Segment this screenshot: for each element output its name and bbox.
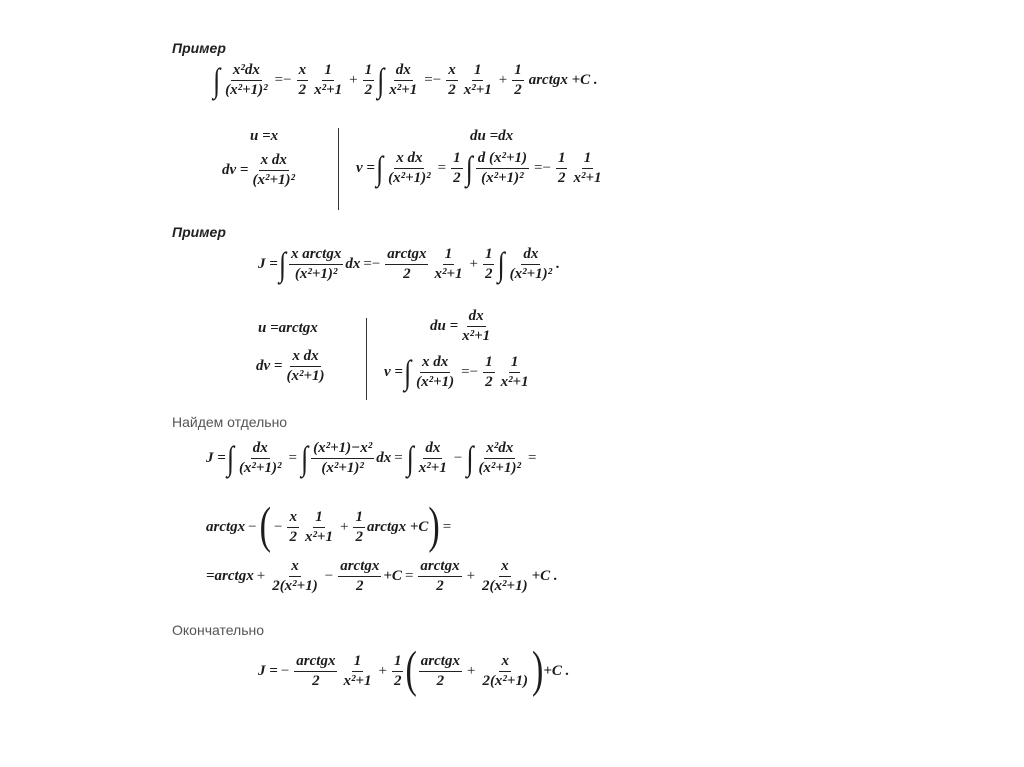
- fraction: $\frac{1}{\text{x²+1}}$: [573, 150, 602, 186]
- sub2-dv: dv = $\frac{\text{x dx}}{\text{(x²+1)}}$: [256, 348, 325, 384]
- fraction: $\frac{1}{2}$: [355, 508, 363, 545]
- sub2-u: u =arctgx: [258, 320, 318, 336]
- fraction: $\frac{1}{\text{x²+1}}$: [304, 508, 333, 545]
- divider-line: [338, 128, 339, 210]
- fraction: $\frac{\text{arctgx}}{2}$: [420, 652, 460, 689]
- fraction: $\frac{x}{\text{2(x²+1)}}$: [482, 652, 528, 689]
- equation-6: J = − $\frac{\text{arctgx}}{2}$ $\frac{1}{\text{x²+1}}$ + $\frac{1}{2}$ ( $\frac{\text{arctgx}}{2}$ + $\frac{x}{\text{2(x²+1)}}$ ) +C .: [258, 642, 570, 698]
- fraction: $\frac{1}{2}$: [453, 150, 461, 186]
- fraction: $\frac{x}{\text{2(x²+1)}}$: [272, 558, 318, 594]
- fraction: $\frac{\text{(x²+1)−x²}}{\text{(x²+1)²}}$: [313, 440, 373, 476]
- sub1-du: du =dx: [470, 128, 514, 144]
- fraction: $\frac{\text{arctgx}}{2}$: [340, 558, 380, 594]
- fraction: $\frac{\text{x dx}}{\text{(x²+1)²}}$: [252, 152, 296, 188]
- fraction: $\frac{dx}{\text{(x²+1)²}}$: [238, 440, 282, 476]
- fraction: $\frac{1}{2}$: [364, 62, 373, 98]
- fraction: $\frac{x}{2}$: [448, 62, 456, 98]
- divider-line: [366, 318, 367, 400]
- fraction: $\frac{1}{\text{x²+1}}$: [500, 354, 529, 390]
- fraction: $\frac{1}{\text{x²+1}}$: [314, 62, 343, 98]
- equation-tail: arctgx +C .: [528, 72, 598, 88]
- sub2-du: du = $\frac{dx}{\text{x²+1}}$: [430, 308, 491, 344]
- fraction: $\frac{\text{d (x²+1)}}{\text{(x²+1)²}}$: [477, 150, 528, 186]
- integral-sign: ∫: [213, 61, 221, 99]
- fraction: $\frac{1}{\text{x²+1}}$: [463, 62, 492, 98]
- equation-5: =arctgx + $\frac{x}{\text{2(x²+1)}}$ − $\frac{\text{arctgx}}{2}$ +C = $\frac{\text{arctgx}}{2}$ + $\frac{x}{\text{2(x²+1)}}$ +C .: [206, 558, 558, 594]
- fraction: $\frac{1}{2}$: [484, 246, 493, 282]
- fraction: $\frac{x}{\text{2(x²+1)}}$: [482, 558, 528, 594]
- example-heading-2: Пример: [172, 224, 226, 240]
- equation-2: J = ∫ $\frac{\text{x arctgx}}{\text{(x²+1)²}}$ dx =− $\frac{\text{arctgx}}{2}$ $\frac{1}{\text{x²+1}}$ + $\frac{1}{2}$ ∫ $\frac{dx}{\text{(x²+1)²}}$ .: [258, 245, 560, 283]
- fraction: $\frac{x}{2}$: [298, 62, 307, 98]
- fraction: $\frac{1}{2}$: [485, 354, 493, 390]
- fraction: $\frac{1}{2}$: [557, 150, 566, 186]
- sub1-u: u =x: [250, 128, 279, 144]
- fraction: $\frac{dx}{\text{x²+1}}$: [418, 440, 447, 476]
- fraction: $\frac{\text{x arctgx}}{\text{(x²+1)²}}$: [290, 246, 342, 282]
- fraction: $\frac{dx}{\text{x²+1}}$: [389, 62, 418, 98]
- fraction: $\frac{\text{arctgx}}{2}$: [420, 558, 460, 594]
- fraction: $\frac{1}{2}$: [514, 62, 522, 98]
- find-separately-heading: Найдем отдельно: [172, 414, 288, 430]
- sub1-v: v = ∫ $\frac{\text{x dx}}{\text{(x²+1)²}}$ = $\frac{1}{2}$ ∫ $\frac{\text{d (x²+1)}}{\text{(x²+1)²}}$ =− $\frac{1}{2}$ $\frac{1}{\text{x²+1}}$: [356, 149, 602, 187]
- integral-sign: ∫: [377, 61, 385, 99]
- fraction: $\frac{\text{x dx}}{\text{(x²+1)}}$: [286, 348, 325, 384]
- fraction: $\frac{\text{arctgx}}{2}$: [296, 652, 336, 689]
- fraction: $\frac{1}{\text{x²+1}}$: [343, 652, 372, 689]
- fraction: $\frac{\text{x²dx}}{\text{(x²+1)²}}$: [225, 62, 268, 98]
- sub1-dv: dv = $\frac{\text{x dx}}{\text{(x²+1)²}}$: [222, 152, 296, 188]
- fraction: $\frac{1}{2}$: [393, 652, 402, 689]
- fraction: $\frac{\text{arctgx}}{2}$: [387, 246, 427, 282]
- fraction: $\frac{1}{\text{x²+1}}$: [434, 246, 463, 282]
- equation-4: arctgx − ( − $\frac{x}{2}$ $\frac{1}{\text{x²+1}}$ + $\frac{1}{2}$ arctgx +C ) =: [206, 498, 452, 554]
- finally-heading: Окончательно: [172, 622, 265, 638]
- fraction: $\frac{dx}{\text{(x²+1)²}}$: [509, 246, 553, 282]
- fraction: $\frac{\text{x²dx}}{\text{(x²+1)²}}$: [478, 440, 521, 476]
- equation-1: ∫ $\frac{\text{x²dx}}{\text{(x²+1)²}}$ =− $\frac{x}{2}$ $\frac{1}{\text{x²+1}}$ + $\frac{1}{2}$ ∫ $\frac{dx}{\text{x²+1}}$ =− $\frac{x}{2}$ $\frac{1}{\text{x²+1}}$ + $\frac{1}{2}$ arctgx +C .: [213, 61, 598, 99]
- equation-3: J = ∫ $\frac{dx}{\text{(x²+1)²}}$ = ∫ $\frac{\text{(x²+1)−x²}}{\text{(x²+1)²}}$ dx = ∫ $\frac{dx}{\text{x²+1}}$ − ∫ $\frac{\text{x²dx}}{\text{(x²+1)²}}$ =: [206, 439, 537, 477]
- fraction: $\frac{\text{x dx}}{\text{(x²+1)²}}$: [388, 150, 431, 186]
- sub2-v: v = ∫ $\frac{\text{x dx}}{\text{(x²+1)}}$ =− $\frac{1}{2}$ $\frac{1}{\text{x²+1}}$: [384, 353, 529, 391]
- fraction: $\frac{dx}{\text{x²+1}}$: [462, 308, 491, 344]
- fraction: $\frac{\text{x dx}}{\text{(x²+1)}}$: [416, 354, 455, 390]
- example-heading-1: Пример: [172, 40, 226, 56]
- fraction: $\frac{x}{2}$: [289, 508, 297, 545]
